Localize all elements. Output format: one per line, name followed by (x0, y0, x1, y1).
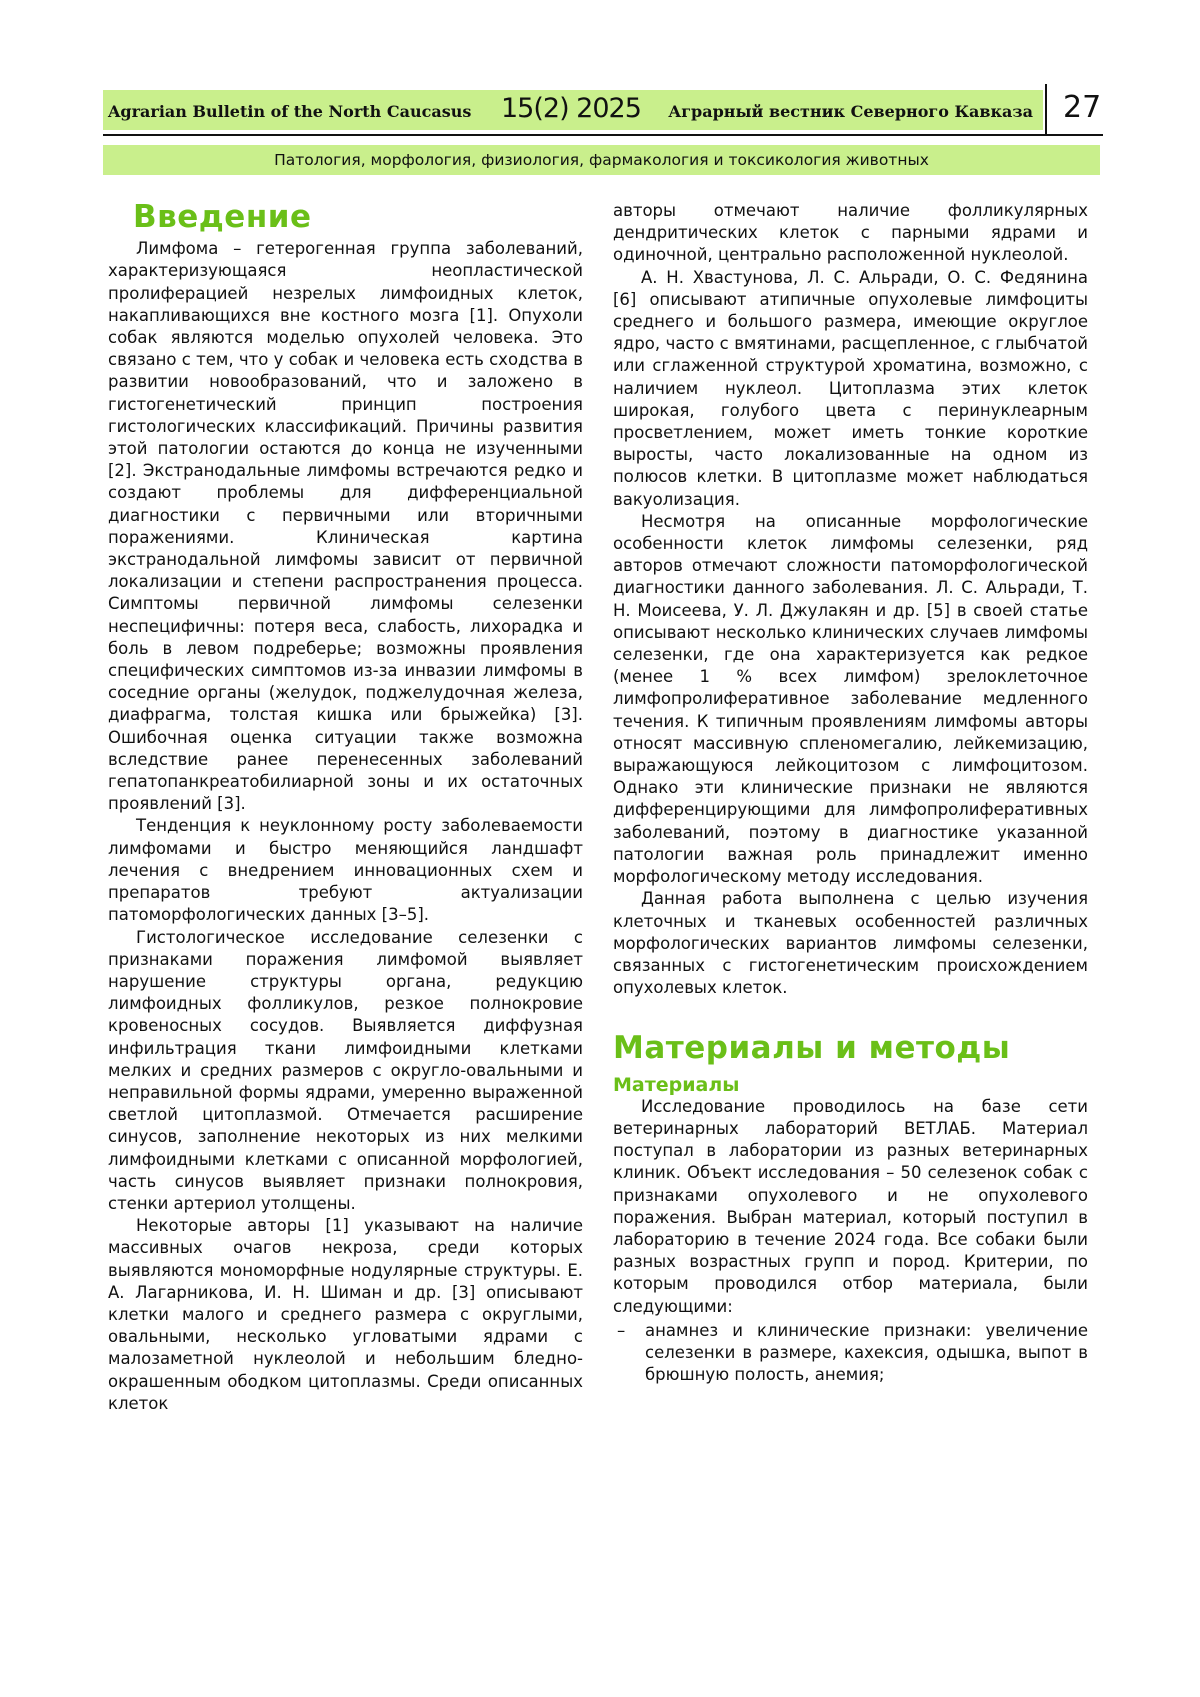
intro-paragraph-5: А. Н. Хвастунова, Л. С. Альради, О. С. Федянина [6] описывают атипичные опухолевые лимфоциты среднего и большого размера, имеющие округлое ядро, часто с вмятинами, расщепленное, с глыбчатой или сглаженной структурой хроматина, возможно, с наличием нуклеол. Цитоплазма этих клеток широкая, голубого цвета с перинуклеарным просветлением, может иметь тонкие короткие выросты, часто локализованные на одном из полюсов клетки. В цитоплазме может наблюдаться вакуолизация. (613, 267, 1088, 509)
section-title: Патология, морфология, физиология, фармакология и токсикология животных (103, 145, 1100, 175)
intro-paragraph-4: Некоторые авторы [1] указывают на наличие массивных очагов некроза, среди которых выявляются мономорфные нодулярные структуры. Е. А. Лагарникова, И. Н. Шиман и др. [3] описывают клетки малого и среднего размера с округлыми, овальными, несколько угловатыми ядрами с малозаметной нуклеолой и небольшим бледно-окрашенным ободком цитоплазмы. Среди описанных клеток (108, 1216, 583, 1413)
intro-heading: Введение (133, 199, 312, 235)
header-divider (1045, 84, 1047, 136)
criteria-list (613, 1320, 1088, 1387)
intro-paragraph-7: Данная работа выполнена с целью изучения клеточных и тканевых особенностей различных морфологических вариантов лимфомы селезенки, связанных с гистогенетическим происхождением опухолевых клеток. (613, 889, 1088, 998)
materials-subheading: Материалы (613, 1073, 740, 1096)
right-column (613, 200, 1088, 1386)
journal-title-ru: Аграрный вестник Северного Кавказа (668, 102, 1033, 121)
page-number: 27 (1063, 90, 1102, 125)
criteria-item (613, 1320, 1088, 1387)
intro-paragraph-6: Несмотря на описанные морфологические особенности клеток лимфомы селезенки, ряд авторов отмечают сложности патоморфологической диагностики данного заболевания. Л. С. Альради, Т. Н. Моисеева, У. Л. Джулакян и др. [5] в своей статье описывают несколько клинических случаев лимфомы селезенки, где она характеризуется как редкое (менее 1 % всех лимфом) зрелоклеточное лимфопролиферативное заболевание медленного течения. К типичным проявлениям лимфомы авторы относят массивную спленомегалию, лейкемизацию, выражающуюся лейкоцитозом с лимфоцитозом. Однако эти клинические признаки не являются дифференцирующими для лимфопролиферативных заболеваний, поэтому в диагностике указанной патологии важная роль принадлежит именно морфологическому методу исследования. (613, 511, 1088, 887)
intro-paragraph-3: Гистологическое исследование селезенки с признаками поражения лимфомой выявляет нарушение структуры органа, редукцию лимфоидных фолликулов, резкое полнокровие кровеносных сосудов. Выявляется диффузная инфильтрация ткани лимфоидными клетками мелких и средних размеров с округло-овальными и неправильной формы ядрами, умеренно выраженной светлой цитоплазмой. Отмечается расширение синусов, заполнение некоторых из них мелкими лимфоидными клетками с описанной морфологией, часть синусов выявляет признаки полнокровия, стенки артериол утолщены. (108, 927, 583, 1213)
issue-number: 15(2) 2025 (501, 93, 641, 124)
intro-paragraph-1: Лимфома – гетерогенная группа заболеваний, характеризующаяся неопластической пролиферацией незрелых лимфоидных клеток, накапливающихся вне костного мозга [1]. Опухоли собак являются моделью опухолей человека. Это связано с тем, что у собак и человека есть сходства в развитии новообразований, что и заложено в гистогенетический принцип построения гистологических классификаций. Причины развития этой патологии остаются до конца не изученными [2]. Экстранодальные лимфомы встречаются редко и создают проблемы для дифференциальной диагностики с первичными или вторичными поражениями. Клиническая картина экстранодальной лимфомы зависит от первичной локализации и степени распространения процесса. Симптомы первичной лимфомы селезенки неспецифичны: потеря веса, слабость, лихорадка и боль в левом подреберье; возможны проявления специфических симптомов из-за инвазии лимфомы в соседние органы (желудок, поджелудочная железа, диафрагма, толстая кишка или брыжейка) [3]. Ошибочная оценка ситуации также возможна вследствие ранее перенесенных заболеваний гепатопанкреатобилиарной зоны и их остаточных проявлений [3]. (108, 239, 583, 814)
journal-title-en: Agrarian Bulletin of the North Caucasus (108, 102, 472, 121)
criteria-item-text: анамнез и клинические признаки: увеличение селезенки в размере, кахексия, одышка, выпот в брюшную полость, анемия; (645, 1320, 1088, 1385)
materials-paragraph: Исследование проводилось на базе сети ветеринарных лабораторий ВЕТЛАБ. Материал поступал в лаборатории из разных ветеринарных клиник. Объект исследования – 50 селезенок собак с признаками опухолевого и не опухолевого поражения. Выбран материал, который поступил в лабораторию в течение 2024 года. Все собаки были разных возрастных групп и пород. Критерии, по которым проводился отбор материала, были следующими: (613, 1096, 1088, 1316)
intro-paragraph-4-continued: авторы отмечают наличие фолликулярных дендритических клеток с парными ядрами и одиночной, центрально расположенной нуклеолой. (613, 201, 1088, 265)
methods-heading: Материалы и методы (613, 1030, 1011, 1067)
left-column (108, 200, 583, 1415)
intro-paragraph-2: Тенденция к неуклонному росту заболеваемости лимфомами и быстро меняющийся ландшафт лечения с внедрением инновационных схем и препаратов требуют актуализации патоморфологических данных [3–5]. (108, 816, 583, 925)
journal-header (103, 88, 1103, 136)
list-dash: – (617, 1320, 626, 1340)
